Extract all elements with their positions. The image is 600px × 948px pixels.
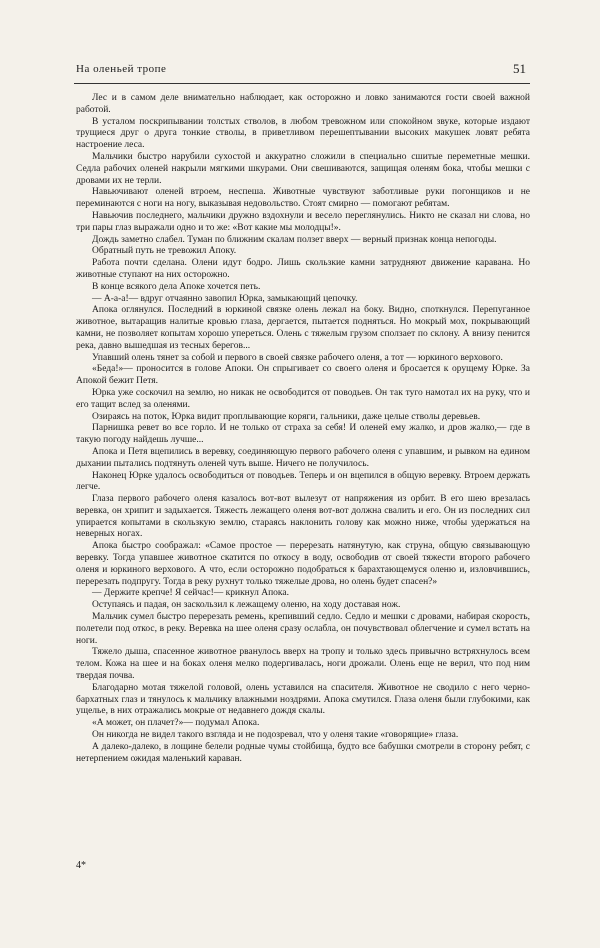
paragraph: Навьючивают оленей втроем, неспеша. Животные чувствуют заботливые руки погонщиков и не переминаются с ноги на ногу, выказывая недовольство. Стоят смирно — помогают ребятам. [76,187,530,210]
paragraph: Апока оглянулся. Последний в юркиной связке олень лежал на боку. Видно, споткнулся. Перепуганное животное, вытаращив налитые кровью глаза, дергается, пытается подняться. Но мокрый мох, покрывающий камни, не позволяет копытам хорошо упереться. Олень с тяжелым грузом сползает по склону. А внизу пенится река, давно вышедшая из тесных берегов... [76,305,530,351]
paragraph: Работа почти сделана. Олени идут бодро. Лишь скользкие камни затрудняют движение каравана. Но животные ступают на них осторожно. [76,258,530,280]
running-head: На оленьей тропе [76,63,167,75]
page-number: 51 [513,61,526,76]
paragraph: Оступаясь и падая, он заскользил к лежащему оленю, на ходу доставая нож. [92,600,401,611]
paragraph: Он никогда не видел такого взгляда и не подозревал, что у оленя такие «говорящие» глаза. [92,730,459,741]
paragraph: Парнишка ревет во все горло. И не только от страха за себя! И оленей ему жалко, и дров жалко,— где в такую погоду найдешь лучше... [76,423,530,446]
page-header [74,59,530,84]
paragraph: Озираясь на поток, Юрка видит проплывающие коряги, гальники, даже целые стволы деревьев. [92,411,481,422]
paragraph: Тяжело дыша, спасенное животное рванулось вверх на тропу и только здесь привычно встряхнулось всем телом. Кожа на шее и на боках оленя мелко подергивалась, ноги дрожали. Олень еще не верил, что под ним твердая почва. [76,647,530,682]
paragraph: Наконец Юрке удалось освободиться от поводьев. Теперь и он вцепился в общую веревку. Втроем держать легче. [76,470,530,493]
paragraph: Мальчики быстро нарубили сухостой и аккуратно сложили в специально сшитые переметные мешки. Седла рабочих оленей накрыли мягкими шкурами. Они свешиваются, защищая оленям бока, чтобы мешки с дровами их не терли. [76,151,530,186]
paragraph: Мальчик сумел быстро перерезать ремень, крепивший седло. Седло и мешки с дровами, набирая скорость, полетели под откос, в реку. Веревка на шее оленя сразу ослабла, он почувствовал облегчение и сумел встать на ноги. [76,612,530,646]
paragraph: Юрка уже соскочил на землю, но никак не освободится от поводьев. Он так туго намотал их на руку, что и его тащит вслед за оленями. [76,387,530,410]
paragraph: Обратный путь не тревожил Апоку. [92,246,237,257]
paragraph: — А-а-а!— вдруг отчаянно завопил Юрка, замыкающий цепочку. [92,293,358,304]
paragraph: — Держите крепче! Я сейчас!— крикнул Апока. [92,588,289,599]
paragraph: А далеко-далеко, в лощине белели родные чумы стойбища, будто все бабушки смотрели в сторону ребят, с нетерпением ожидая маленький караван. [76,741,530,764]
paragraph: Апока и Петя вцепились в веревку, соединяющую первого рабочего оленя с упавшим, и рывком на едином дыхании пытались подтянуть оленей чуть выше. Ничего не получилось. [76,446,530,469]
paragraph: В конце всякого дела Апоке хочется петь. [92,281,261,292]
paragraph: Навьючив последнего, мальчики дружно вздохнули и весело переглянулись. Никто не сказал ни слова, но три пары глаз выражали одно и то же: «Вот какие мы молодцы!». [76,210,530,233]
paragraph: «А может, он плачет?»— подумал Апока. [92,718,260,729]
paragraph: Лес и в самом деле внимательно наблюдает, как осторожно и ловко занимаются гости своей важной работой. [76,93,530,115]
paragraph: В усталом поскрипывании толстых стволов, в любом тревожном или спокойном звуке, которые издают трущиеся друг о друга тонкие стволы, в приветливом перешептывании высоких макушек ловят ребята настроение леса. [76,116,530,151]
body-text [76,93,530,765]
paragraph: Упавший олень тянет за собой и первого в своей связке рабочего оленя, а тот — юркиного верхового. [92,352,503,363]
paragraph: Благодарно мотая тяжелой головой, олень уставился на спасителя. Животное не сводило с него черно-бархатных глаз и тянулось к мальчику влажными ноздрями. Апока смутился. Глаза оленя были глубокими, как ущелье, в них отражались мокрые от недавнего дождя скалы. [76,682,530,717]
paragraph: «Беда!»— проносится в голове Апоки. Он спрыгивает со своего оленя и бросается к орущему Юрке. За Апокой бежит Петя. [76,364,530,387]
paragraph: Апока быстро соображал: «Самое простое — перерезать натянутую, как струна, общую связывающую веревку. Тогда упавшее животное скатится по откосу в воду, освободив от своей тяжести второго рабочего оленя и юркиного верхового. А что, если осторожно подобраться к барахтающемуся оленю и, изловчившись, перерезать подпругу. Тогда в реку рухнут только тяжелые дрова, но олень будет спасен?» [76,541,530,587]
paragraph: Дождь заметно слабел. Туман по ближним скалам ползет вверх — верный признак конца непогоды. [92,234,497,245]
printer-signature-mark: 4* [76,860,86,871]
paragraph: Глаза первого рабочего оленя казалось вот-вот вылезут от напряжения из орбит. В его шею врезалась веревка, он хрипит и задыхается. Тяжесть лежащего оленя вот-вот должна свалить и его. Он из последних сил упирается копытами в скользкую землю, стараясь наклонить голову как можно ниже, чтобы удержаться на неверных ногах. [76,494,530,540]
